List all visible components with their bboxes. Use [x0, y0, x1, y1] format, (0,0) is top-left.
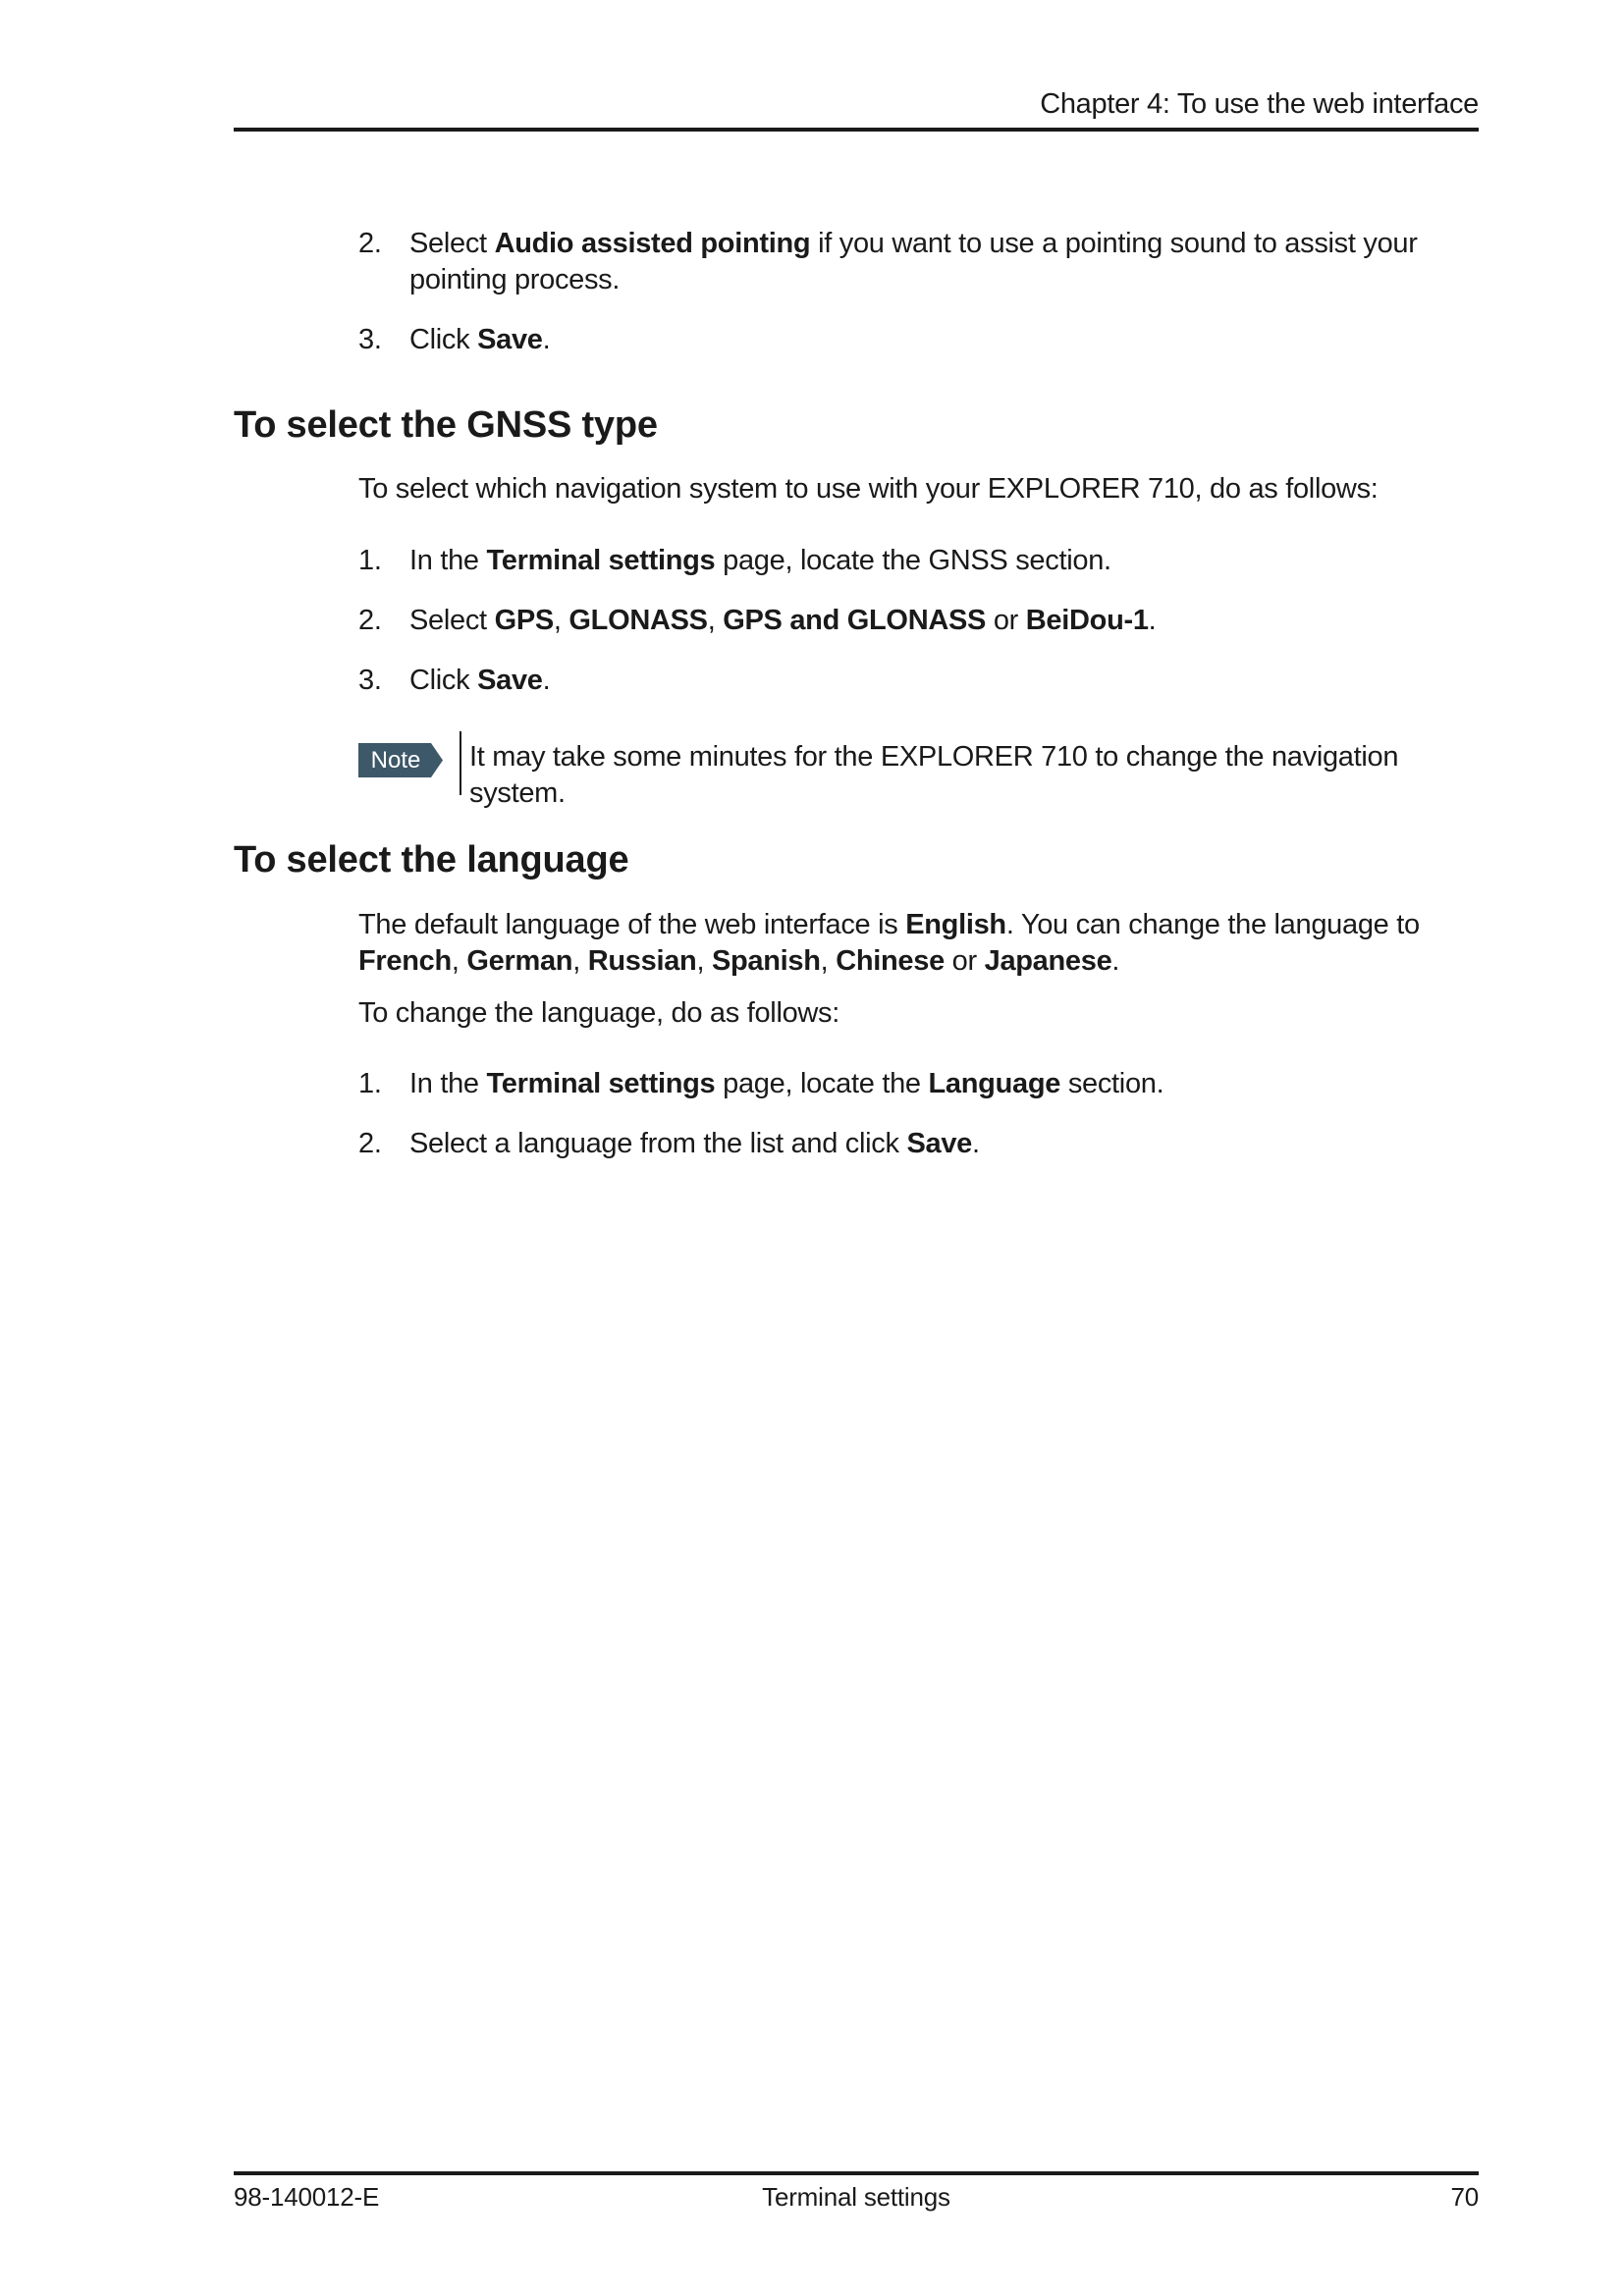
- language-intro: The default language of the web interface is English. You can change the language to French, German, Russian, Spanish, Chinese or Japanese.: [358, 909, 1420, 977]
- step-text: Select GPS, GLONASS, GPS and GLONASS or BeiDou-1.: [409, 605, 1157, 636]
- step-number: 2.: [358, 1128, 382, 1159]
- footer-section: Terminal settings: [762, 2182, 950, 2212]
- running-header: Chapter 4: To use the web interface: [1040, 88, 1479, 120]
- step-number: 1.: [358, 545, 382, 576]
- language-intro-2: To change the language, do as follows:: [358, 997, 840, 1029]
- note-callout: [358, 731, 1478, 809]
- footer-doc-number: 98-140012-E: [234, 2182, 380, 2212]
- step-text: Select a language from the list and click Save.: [409, 1128, 980, 1159]
- page-number: 70: [1450, 2182, 1479, 2212]
- step-number: 3.: [358, 665, 382, 696]
- step-text: In the Terminal settings page, locate the Language section.: [409, 1068, 1164, 1099]
- note-divider: [460, 731, 461, 795]
- header-rule: [234, 128, 1479, 132]
- step-number: 2.: [358, 605, 382, 636]
- step-text: Click Save.: [409, 665, 551, 696]
- step-text: Click Save.: [409, 324, 551, 355]
- note-label: Note: [370, 747, 421, 774]
- gnss-intro: To select which navigation system to use with your EXPLORER 710, do as follows:: [358, 473, 1379, 505]
- section-heading-gnss: To select the GNSS type: [234, 404, 658, 446]
- step-number: 3.: [358, 324, 382, 355]
- section-heading-language: To select the language: [234, 839, 629, 881]
- step-number: 1.: [358, 1068, 382, 1099]
- step-text: Select Audio assisted pointing if you want to use a pointing sound to assist your pointing process.: [409, 228, 1418, 295]
- footer-rule: [234, 2171, 1479, 2175]
- step-number: 2.: [358, 228, 382, 259]
- note-text: It may take some minutes for the EXPLORER 710 to change the navigation system.: [469, 741, 1399, 809]
- step-text: In the Terminal settings page, locate the GNSS section.: [409, 545, 1111, 576]
